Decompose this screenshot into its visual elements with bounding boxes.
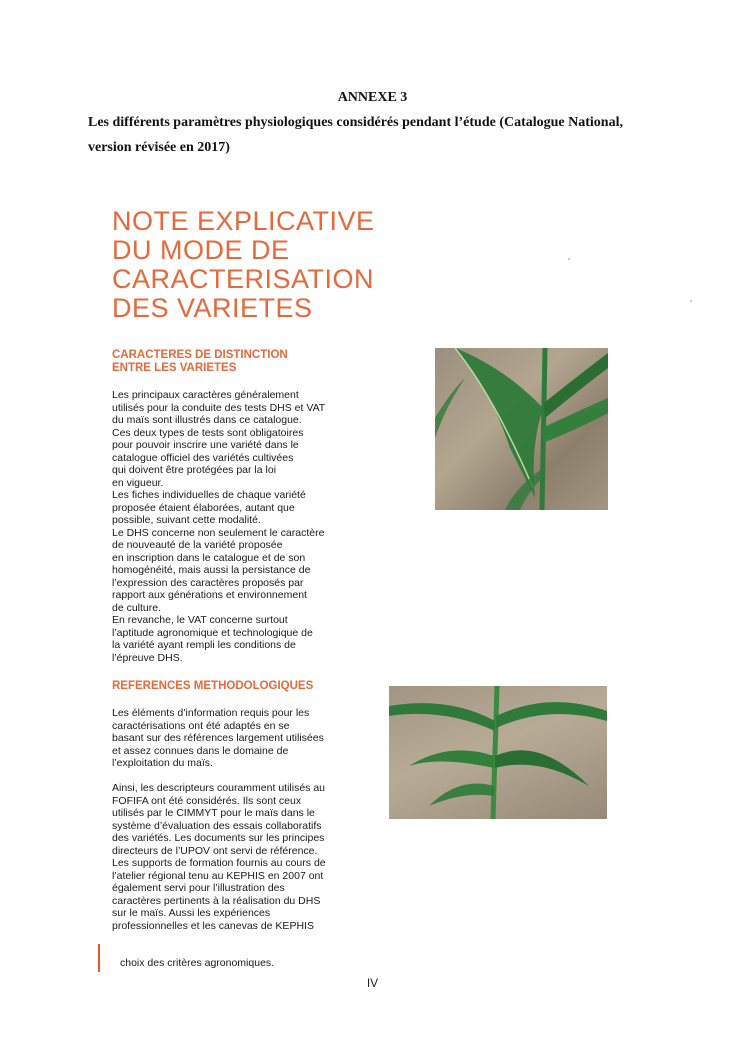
maize-leaf-photo-1	[435, 348, 608, 510]
section-title-references: REFERENCES METHODOLOGIQUES	[112, 680, 314, 692]
scan-title-line: CARACTERISATION	[112, 264, 375, 294]
body-line: caractères pertinents à la réalisation du DHS	[112, 894, 321, 907]
body-line: et assez connues dans le domaine de	[112, 744, 289, 757]
body-line: proposée étaient élaborées, autant que	[112, 501, 295, 514]
body-line: de nouveauté de la variété proposée	[112, 539, 283, 551]
section2-paragraph-2	[112, 782, 362, 932]
body-line: également servi pour l’illustration des	[112, 882, 285, 894]
body-line: En revanche, le VAT concerne surtout	[112, 614, 288, 626]
section2-paragraph-1	[112, 707, 362, 770]
body-line: de culture.	[112, 601, 162, 614]
scan-title-line: NOTE EXPLICATIVE	[112, 206, 375, 236]
section-title-distinction	[112, 349, 362, 375]
section-title-line: ENTRE LES VARIETES	[112, 362, 237, 374]
scan-speck	[568, 258, 570, 260]
section1-body	[112, 389, 362, 664]
body-line: caractérisations ont été adaptés en se	[112, 719, 290, 732]
scan-title-line: DES VARIETES	[112, 293, 313, 323]
section-title-line: CARACTERES DE DISTINCTION	[112, 349, 288, 361]
body-line: en vigueur.	[112, 476, 164, 489]
body-line: catalogue officiel des variétés cultivées	[112, 451, 294, 464]
body-line: FOFIFA ont été considérés. Ils sont ceux	[112, 794, 302, 807]
body-line: Le DHS concerne non seulement le caractère	[112, 526, 325, 539]
body-line: possible, suivant cette modalité.	[112, 514, 261, 526]
scan-title	[112, 207, 392, 323]
body-line: l’épreuve DHS.	[112, 651, 183, 664]
maize-leaf-photo-2	[389, 686, 607, 819]
body-line: l’atelier régional tenu au KEPHIS en 2007 ont	[112, 869, 324, 882]
page-number: IV	[366, 976, 379, 990]
margin-bar	[98, 944, 100, 972]
body-line: Ainsi, les descripteurs couramment utilisés au	[112, 782, 326, 794]
body-line: rapport aux générations et environnement	[112, 589, 307, 601]
body-line: utilisés par le CIMMYT pour le maïs dans le	[112, 807, 315, 819]
annex-title-line-1: Les différents paramètres physiologiques considérés pendant l’étude (Catalogue National,	[88, 115, 623, 130]
annex-title-line-2: version révisée en 2017)	[88, 140, 230, 155]
body-line: Ces deux types de tests sont obligatoires	[112, 426, 304, 439]
body-line: basant sur des références largement utilisées	[112, 732, 324, 744]
body-line: Les éléments d’information requis pour les	[112, 707, 310, 719]
body-line: sur le maïs. Aussi les expériences	[112, 907, 271, 919]
body-line: en inscription dans le catalogue et de son	[112, 551, 306, 564]
body-line: qui doivent être protégées par la loi	[112, 464, 277, 476]
body-line: Les fiches individuelles de chaque variété	[112, 489, 306, 501]
body-line: utilisés pour la conduite des tests DHS et VAT	[112, 401, 326, 414]
body-line: la variété ayant rempli les conditions de	[112, 639, 296, 651]
body-line: Les principaux caractères généralement	[112, 389, 299, 401]
annex-label: ANNEXE 3	[337, 90, 408, 105]
body-line: pour pouvoir inscrire une variété dans le	[112, 439, 299, 451]
body-line: l’aptitude agronomique et technologique de	[112, 626, 313, 639]
body-line: homogénéité, mais aussi la persistance de	[112, 564, 311, 576]
scan-title-line: DU MODE DE	[112, 235, 290, 265]
body-line: directeurs de l’UPOV ont servi de référence.	[112, 844, 318, 857]
body-line: l’exploitation du maïs.	[112, 757, 213, 769]
body-line: des variétés. Les documents sur les principes	[112, 832, 325, 844]
body-line: du maïs sont illustrés dans ce catalogue.	[112, 414, 302, 426]
body-line: l’expression des caractères proposés par	[112, 576, 304, 589]
body-line: système d’évaluation des essais collaboratifs	[112, 819, 322, 832]
body-line: choix des critères agronomiques.	[120, 957, 275, 969]
body-line: professionnelles et les canevas de KEPHIS	[112, 919, 314, 932]
body-line: Les supports de formation fournis au cours de	[112, 857, 326, 869]
scan-speck	[690, 300, 692, 302]
section2-paragraph-3	[120, 944, 370, 970]
